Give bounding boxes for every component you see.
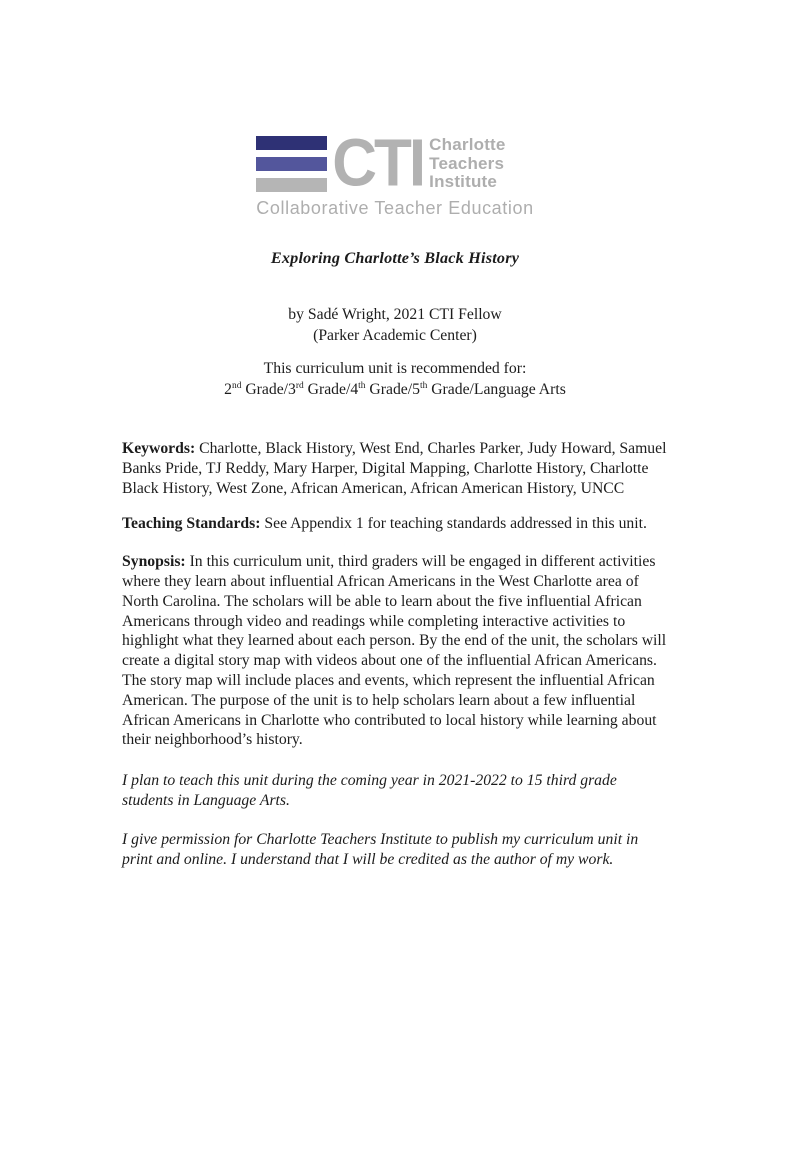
logo-org-name: [429, 136, 505, 192]
cti-logo-row: [256, 126, 533, 201]
logo-bars-icon: [256, 136, 327, 192]
logo-bar-gray: [256, 178, 327, 192]
logo-bar-navy: [256, 136, 327, 150]
logo-tagline: Collaborative Teacher Education: [256, 198, 534, 218]
byline-author: by Sadé Wright, 2021 CTI Fellow: [288, 306, 502, 323]
keywords-label: Keywords:: [122, 440, 196, 457]
teaching-standards-paragraph: [122, 514, 668, 534]
logo-org-line: Teachers: [429, 153, 505, 173]
teaching-plan-statement: I plan to teach this unit during the coming year in 2021-2022 to 15 third grade students in Language Arts.: [122, 772, 617, 809]
logo-bar-blue: [256, 157, 327, 171]
keywords-paragraph: [122, 439, 668, 498]
page-title: Exploring Charlotte’s Black History: [270, 249, 520, 267]
synopsis-text: In this curriculum unit, third graders will be engaged in different activities where they learn about influential African Americans in the West Charlotte area of North Carolina. The scholars will be able to learn about the five influential African Americans through video and readings while completing interactive activities to highlight what they learned about each person. By the end of the unit, the scholars will create a digital story map with videos about one of the influential African Americans. The story map will include places and events, which represent the influential African American. The purpose of the unit is to help scholars learn about a few influential African Americans in Charlotte who contributed to local history while learning about their neighborhood’s history.: [122, 553, 667, 749]
logo-acronym: CTI: [332, 126, 424, 201]
synopsis-paragraph: [122, 552, 668, 750]
synopsis-label: Synopsis:: [122, 553, 186, 571]
logo-org-line: Charlotte: [429, 135, 506, 155]
keywords-text: Charlotte, Black History, West End, Charles Parker, Judy Howard, Samuel Banks Pride, TJ Reddy, Mary Harper, Digital Mapping, Charlotte History, Charlotte Black History, West Zone, African American, African American History, UNCC: [122, 440, 667, 497]
recommended-grades: 2nd Grade/3rd Grade/4th Grade/5th Grade/Language Arts: [224, 380, 566, 398]
byline-center: (Parker Academic Center): [313, 326, 477, 344]
recommended-block: [122, 359, 668, 400]
document-page: [0, 126, 791, 1160]
teaching-standards-label: Teaching Standards:: [122, 515, 261, 533]
teaching-standards-text: See Appendix 1 for teaching standards addressed in this unit.: [264, 515, 647, 533]
logo-org-line: Institute: [429, 172, 498, 192]
recommended-intro: This curriculum unit is recommended for:: [263, 360, 527, 377]
byline: [122, 305, 668, 346]
permission-statement: I give permission for Charlotte Teachers Institute to publish my curriculum unit in print and online. I understand that I will be credited as the author of my work.: [122, 830, 639, 868]
cti-logo: [256, 126, 534, 219]
